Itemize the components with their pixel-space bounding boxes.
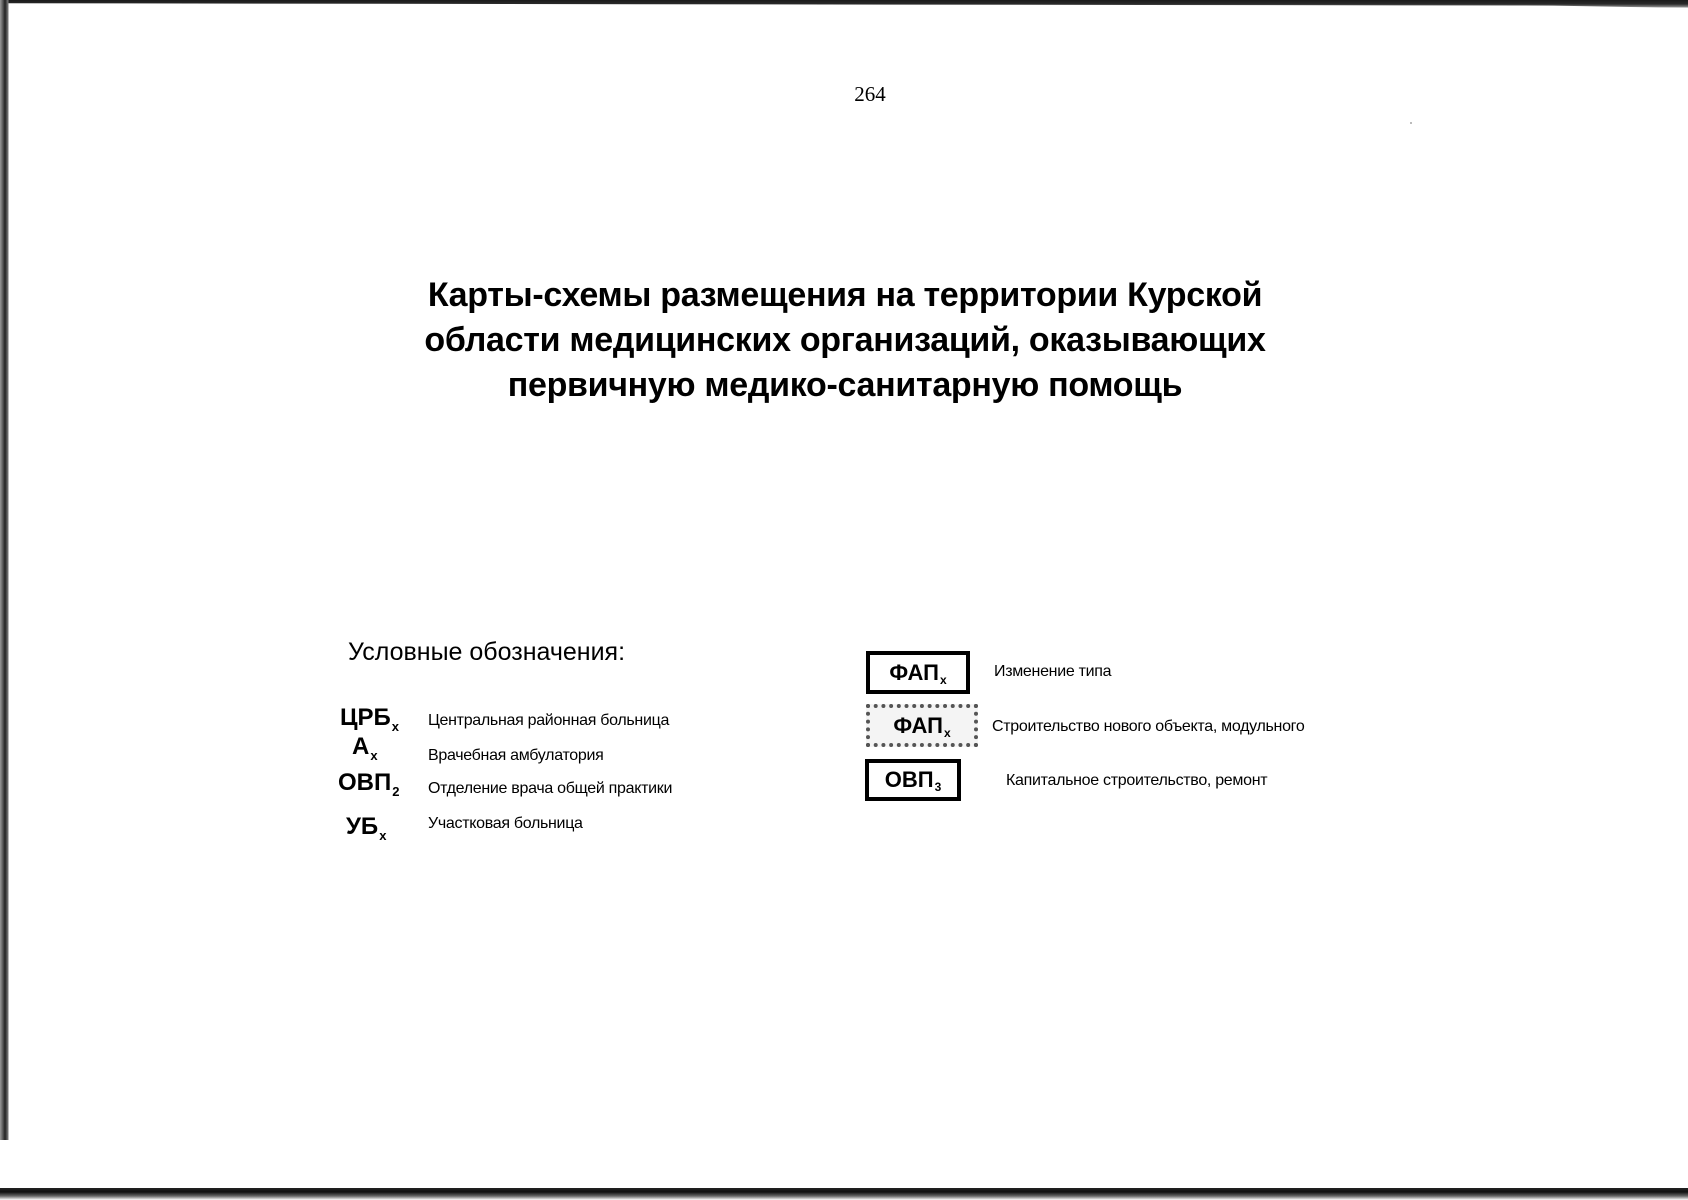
page-title-line-2: области медицинских организаций, оказывающих	[424, 321, 1266, 359]
page-number: 264	[854, 82, 886, 106]
legend-label-crb: Центральная районная больница	[428, 712, 670, 729]
legend-abbr-crb	[340, 704, 400, 734]
legend-abbr-ub-text: УБ	[346, 813, 379, 840]
legend-abbr-a	[352, 733, 378, 763]
marker-ovp-capital-repair	[865, 759, 961, 801]
marker-label-capital-repair: Капитальное строительство, ремонт	[1006, 772, 1268, 789]
legend-label-ub: Участковая больница	[428, 815, 583, 832]
page-title-line-1: Карты-схемы размещения на территории Курской	[427, 276, 1263, 314]
marker-label-new-modular: Строительство нового объекта, модульного	[992, 718, 1305, 735]
page-title-line-3: первичную медико-санитарную помощь	[507, 366, 1183, 404]
marker-ovp-capital-repair-sub: 3	[934, 780, 942, 794]
marker-fap-type-change	[866, 651, 970, 694]
legend-abbr-a-text: А	[352, 733, 370, 760]
legend-abbr-crb-sub: х	[391, 719, 400, 734]
scan-speck	[1410, 122, 1412, 124]
legend-abbr-ub	[346, 813, 387, 843]
page-title	[400, 273, 1290, 408]
legend-label-a: Врачебная амбулатория	[428, 747, 604, 764]
legend-abbr-ovp-text: ОВП	[338, 769, 392, 796]
legend-heading: Условные обозначения:	[348, 638, 626, 666]
scan-edge-bottom	[0, 1188, 1688, 1200]
marker-ovp-capital-repair-text: ОВП	[884, 767, 934, 792]
legend-abbr-ub-sub: х	[379, 828, 387, 843]
scan-edge-left	[0, 0, 9, 1140]
marker-fap-type-change-sub: х	[939, 672, 947, 687]
marker-label-type-change: Изменение типа	[994, 663, 1112, 680]
legend-label-ovp: Отделение врача общей практики	[428, 780, 673, 797]
legend-abbr-a-sub: х	[370, 748, 378, 763]
marker-fap-new-modular-text: ФАП	[893, 712, 943, 738]
marker-fap-new-modular	[866, 704, 978, 747]
legend-abbr-crb-text: ЦРБ	[340, 704, 391, 731]
marker-fap-new-modular-sub: х	[943, 725, 951, 740]
legend-abbr-ovp-sub: 2	[392, 784, 400, 799]
marker-fap-type-change-text: ФАП	[889, 659, 939, 685]
legend-abbr-ovp	[338, 769, 400, 799]
scan-edge-top	[0, 0, 1688, 8]
